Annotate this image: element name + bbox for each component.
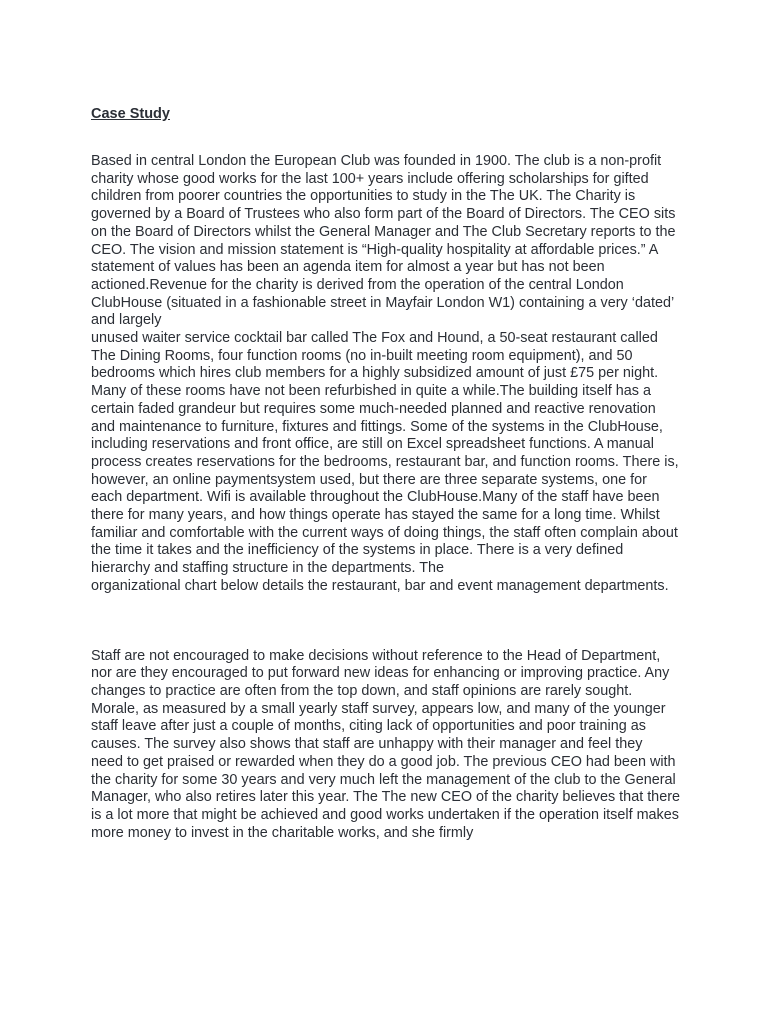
paragraph: Morale, as measured by a small yearly staff survey, appears low, and many of the younger staff leave after just a couple of months, citing lack of opportunities and poor training as causes. The survey also shows that staff are unhappy with their manager and feel they [91,700,666,753]
section-intro [91,153,681,596]
document-title: Case Study [91,106,170,122]
paragraph: organizational chart below details the restaurant, bar and event management departments. [91,577,669,594]
paragraph: Based in central London the European Club was founded in 1900. The club is a non-profit charity whose good works for the last 100+ years include offering scholarships for gifted children from poorer countries the opportunities to study in the The UK. The Charity is governed by a Board of Trustees who also form part of the Board of Directors. The CEO sits on the Board of Directors whilst the General Manager and The Club Secretary reports to the CEO. The vision and mission statement is “High-quality hospitality at affordable prices.” A statement of values has been an agenda item for almost a year but has not been actioned.Revenue for the charity is derived from the operation of the central London ClubHouse (situated in a fashionable street in Mayfair London W1) containing a very ‘dated’ and largely [91,153,676,329]
document-page [91,104,681,842]
paragraph: Staff are not encouraged to make decisions without reference to the Head of Department, nor are they encouraged to put forward new ideas for enhancing or improving practice. Any changes to practice are often from the top down, and staff opinions are rarely sought. [91,647,670,699]
paragraph: unused waiter service cocktail bar called The Fox and Hound, a 50-seat restaurant called The Dining Rooms, four function rooms (no in-built meeting room equipment), and 50 bedrooms which hires club members for a highly subsidized amount of just £75 per night. Many of these rooms have not been refurbished in quite a while.The building itself has a certain faded grandeur but requires some much-needed planned and reactive renovation and maintenance to furniture, fixtures and fittings. Some of the systems in the ClubHouse, including reservations and front office, are still on Excel spreadsheet functions. A manual process creates reservations for the bedrooms, restaurant bar, and function rooms. There is, however, an online paymentsystem used, but there are three separate systems, one for each department. Wifi is available throughout the ClubHouse.Many of the staff have been there for many years, and how things operate has stayed the same for a long time. Whilst familiar and comfortable with the current ways of doing things, the staff often complain about the time it takes and the inefficiency of the systems in place. There is a very defined hierarchy and staffing structure in the departments. The [91,330,679,577]
paragraph: need to get praised or rewarded when they do a good job. The previous CEO had been with the charity for some 30 years and very much left the management of the club to the General Manager, who also retires later this year. The The new CEO of the charity believes that there is a lot more that might be achieved and good works undertaken if the operation itself makes more money to invest in the charitable works, and she firmly [91,753,680,841]
section-staff [91,648,681,843]
